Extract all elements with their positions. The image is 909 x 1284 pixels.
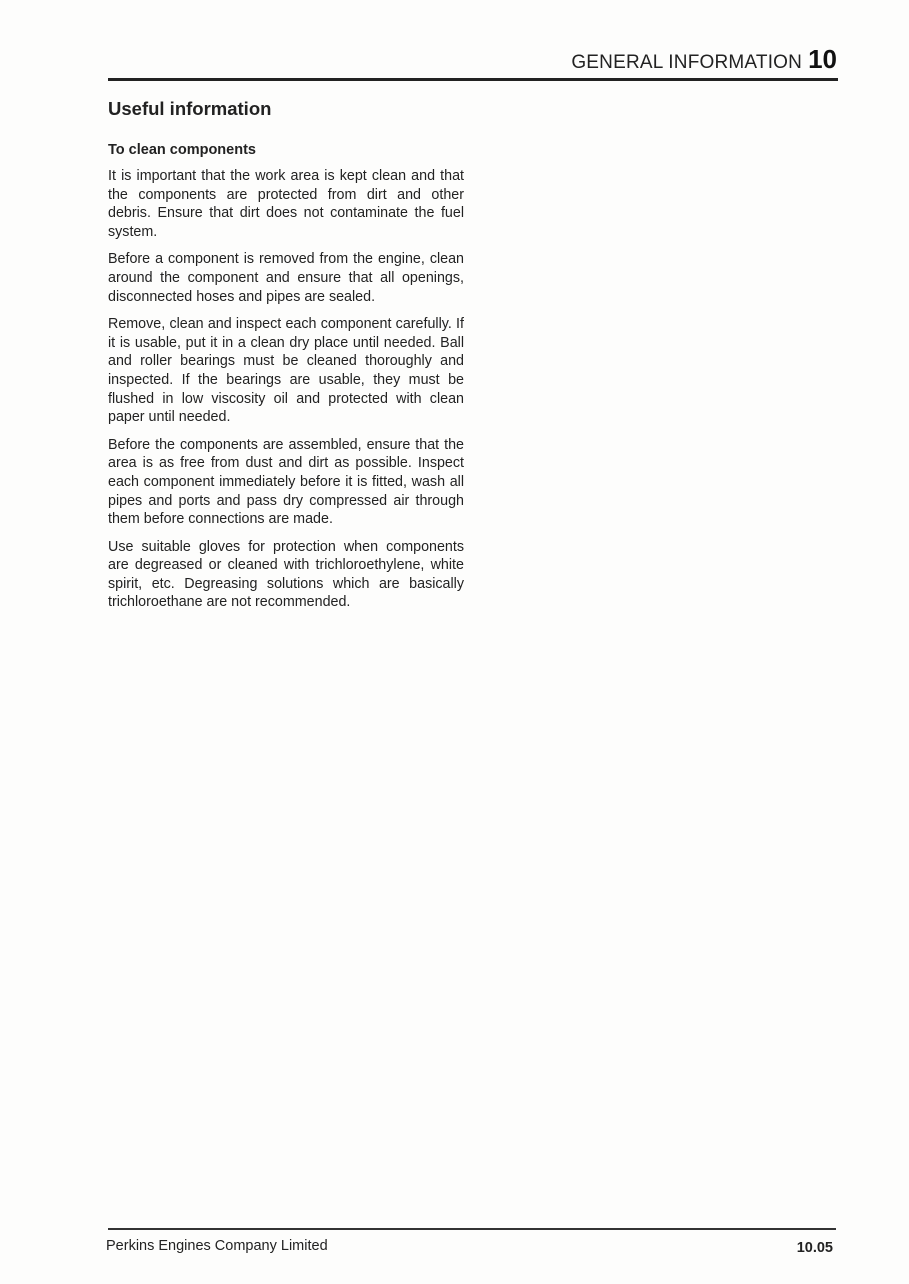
page-header <box>571 44 837 75</box>
sub-title: To clean components <box>108 142 256 158</box>
footer-page-number: 10.05 <box>796 1240 833 1256</box>
footer-rule <box>108 1228 836 1230</box>
footer-company: Perkins Engines Company Limited <box>106 1238 328 1254</box>
main-content <box>108 98 464 621</box>
header-rule <box>108 78 838 81</box>
paragraph: Remove, clean and inspect each component carefully. If it is usable, put it in a clean dry place until needed. Ball and roller bearings must be cleaned thoroughly and inspected. If the bearings are usable, they must be flushed in low viscosity oil and protected with clean paper until needed. <box>108 316 464 426</box>
paragraph: Before a component is removed from the engine, clean around the component and ensure that all openings, disconnected hoses and pipes are sealed. <box>108 251 464 305</box>
paragraph: It is important that the work area is kept clean and that the components are protected from dirt and other debris. Ensure that dirt does not contaminate the fuel system. <box>108 168 464 240</box>
header-title: GENERAL INFORMATION <box>571 52 803 73</box>
chapter-number: 10 <box>808 44 837 74</box>
paragraph: Use suitable gloves for protection when components are degreased or cleaned with trichloroethylene, white spirit, etc. Degreasing solutions which are basically trichloroethane are not recommended. <box>108 538 464 611</box>
paragraph: Before the components are assembled, ensure that the area is as free from dust and dirt as possible. Inspect each component immediately before it is fitted, wash all pipes and ports and pass dry compressed air through them before connections are made. <box>108 436 464 528</box>
section-title: Useful information <box>108 98 272 119</box>
